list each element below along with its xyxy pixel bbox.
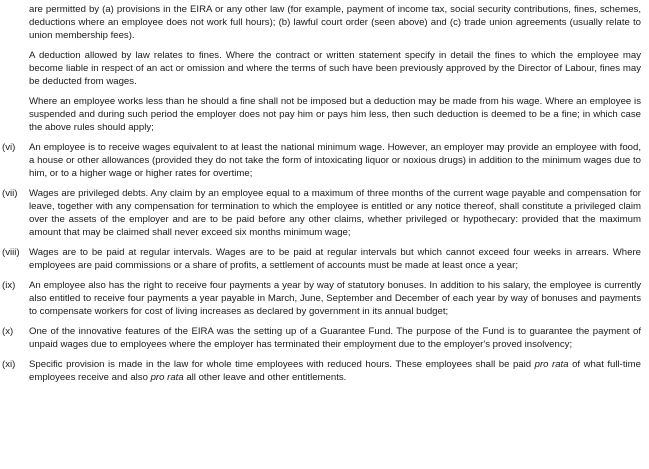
list-item-text: [29, 187, 641, 239]
list-item-number: (vi): [2, 142, 16, 153]
list-item-reduced-hours: [0, 358, 641, 384]
text-run: An employee also has the right to receive four payments a year by way of statutory bonuses. In addition to his salary, the employee is currently also entitled to receive four payments a year payable in March, June, September and December of each year by way of bonuses and payments to compensate workers for cost of living increases as declared by government in its annual budget;: [29, 280, 641, 317]
italic-term: pro rata: [150, 372, 184, 383]
list-item-regular-intervals: [0, 246, 641, 272]
list-item-number: (ix): [2, 280, 16, 291]
list-item-number: (viii): [2, 247, 20, 258]
list-item-guarantee-fund: [0, 325, 641, 351]
list-item-text: [29, 279, 641, 318]
list-item-number: (vii): [2, 188, 18, 199]
text-run: Specific provision is made in the law for whole time employees with reduced hours. These employees shall be paid: [29, 359, 535, 370]
text-run: of what full-time employees receive and also: [29, 359, 641, 383]
paragraph-fines: A deduction allowed by law relates to fines. Where the contract or written statement specify in detail the fines to which the employee may become liable in respect of an act or omission and where the terms of such have been previously approved by the Director of Labour, fines may be deducted from wages.: [29, 50, 641, 87]
text-run: An employee is to receive wages equivalent to at least the national minimum wage. However, an employer may provide an employee with food, a house or other allowances (provided they do not take the form of intoxicating liquor or noxious drugs) in addition to the minimum wages due to him, or to a higher wage or higher rates for overtime;: [29, 142, 641, 179]
list-item-text: [29, 358, 641, 384]
paragraph-permitted-deductions: are permitted by (a) provisions in the EIRA or any other law (for example, payment of income tax, social security contributions, fines, schemes, deductions where an employee does not work full hours); (b) lawful court order (seen above) and (c) trade union agreements (usually relate to union membership fees).: [29, 4, 641, 41]
list-item-privileged-debts: [0, 187, 641, 239]
list-item-text: [29, 246, 641, 272]
text-run: Wages are privileged debts. Any claim by an employee equal to a maximum of three months of the current wage payable and compensation for leave, together with any compensation for termination to which the employee is entitled or any notice thereof, shall constitute a privileged claim over the assets of the employer and are to be paid before any other claims, whether privileged or hypothecary: provided that the maximum amount that may be claimed shall never exceed six months minimum wage;: [29, 188, 641, 238]
text-run: all other leave and other entitlements.: [183, 372, 347, 383]
list-item-statutory-bonuses: [0, 279, 641, 318]
list-item-text: [29, 325, 641, 351]
list-item-minimum-wage: [0, 141, 641, 180]
text-run: One of the innovative features of the EIRA was the setting up of a Guarantee Fund. The purpose of the Fund is to guarantee the payment of unpaid wages due to employees where the employer has terminated their employment due to the employer's proved insolvency;: [29, 326, 641, 350]
paragraph-reduced-work: Where an employee works less than he should a fine shall not be imposed but a deduction may be made from his wage. Where an employee is suspended and during such period the employer does not pay him or pays him less, then such deduction is deemed to be a fine; in which case the above rules should apply;: [29, 96, 641, 133]
list-item-number: (x): [2, 326, 14, 337]
italic-term: pro rata: [534, 359, 569, 370]
list-item-number: (xi): [2, 359, 16, 370]
numbered-list: [0, 141, 641, 384]
list-item-text: [29, 141, 641, 180]
text-run: Wages are to be paid at regular intervals. Wages are to be paid at regular intervals but which cannot exceed four weeks in arrears. Where employees are paid commissions or a share of profits, a settlement of accounts must be made at least once a year;: [29, 247, 641, 271]
